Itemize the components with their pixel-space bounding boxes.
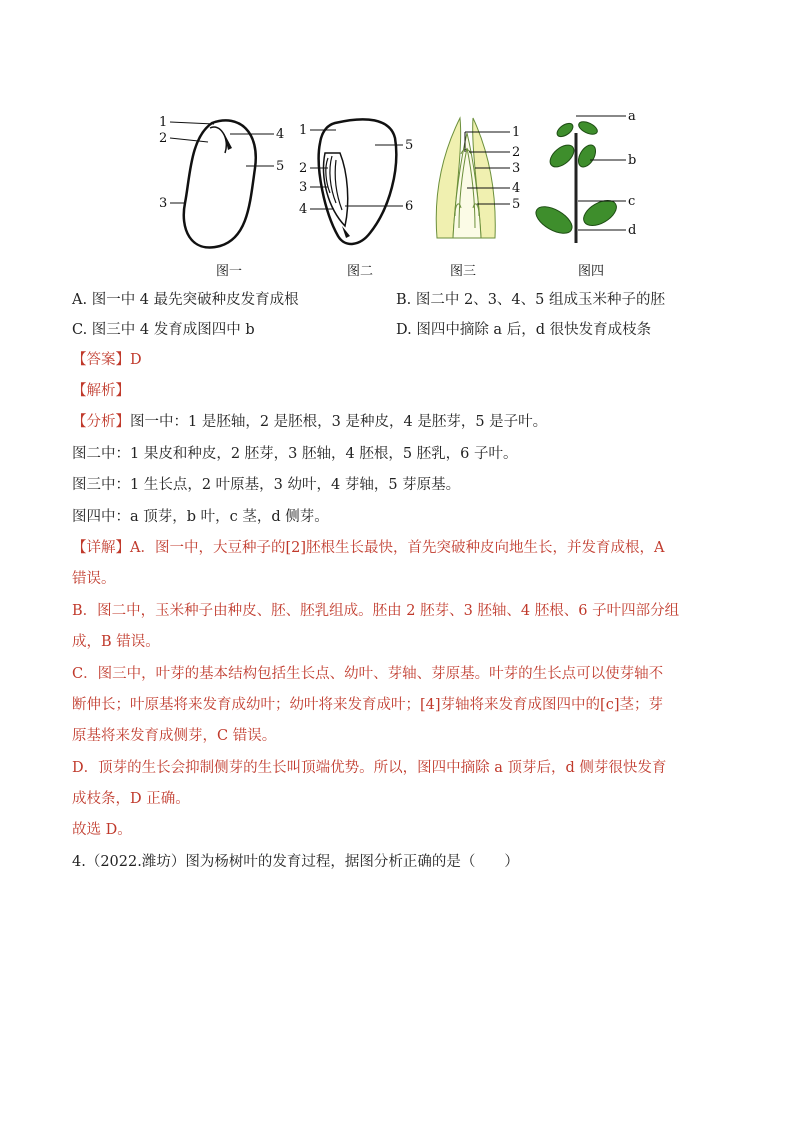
fig3-label-4: 4 [512,181,521,196]
detail-line-c3: 原基将来发育成侧芽，C 错误。 [72,728,277,744]
option-c: C. 图三中 4 发育成图四中 b [72,322,255,338]
figure-4-branch [530,108,660,258]
fig2-label-4: 4 [299,202,308,217]
fenxi-line-1 [72,412,547,432]
fig3-label-3: 3 [512,161,521,176]
option-b: B. 图二中 2、3、4、5 组成玉米种子的胚 [396,292,665,308]
detail-line-a2: 错误。 [72,571,116,587]
analysis-tag: 【解析】 [72,383,130,399]
answer-tag: 【答案】 [72,352,130,368]
fig2-label-5: 5 [405,138,414,153]
fig1-label-2: 2 [159,131,168,146]
fenxi-line-2: 图二中：1 果皮和种皮，2 胚芽，3 胚轴，4 胚根，5 胚乳，6 子叶。 [72,446,518,462]
detail-line-b2: 成，B 错误。 [72,634,160,650]
detail-end: 故选 D。 [72,822,132,838]
detail-line-c2: 断伸长；叶原基将来发育成幼叶；幼叶将来发育成叶；[4]芽轴将来发育成图四中的[c]茎；芽 [72,697,663,713]
fig1-label-5: 5 [276,159,285,174]
fig4-label-b: b [628,153,637,168]
fig1-caption: 图一 [216,264,243,279]
fig2-label-6: 6 [405,199,414,214]
fig2-caption: 图二 [347,264,374,279]
answer-value: D [130,352,142,368]
fig1-label-4: 4 [276,127,285,142]
figure-3-leaf-bud [425,108,545,258]
fenxi-tag: 【分析】 [72,414,130,430]
detail-line-c1: C．图三中，叶芽的基本结构包括生长点、幼叶、芽轴、芽原基。叶芽的生长点可以使芽轴不 [72,666,664,682]
next-question: 4.（2022.潍坊）图为杨树叶的发育过程，据图分析正确的是（ ） [72,854,519,870]
fig1-label-3: 3 [159,196,168,211]
fig3-label-2: 2 [512,145,521,160]
fig4-label-c: c [628,194,636,209]
fenxi-line-4: 图四中：a 顶芽，b 叶，c 茎，d 侧芽。 [72,509,329,525]
detail-tag: 【详解】 [72,540,130,556]
option-d: D. 图四中摘除 a 后，d 很快发育成枝条 [396,322,652,338]
fig4-caption: 图四 [578,264,605,279]
fenxi-text-1: 图一中：1 是胚轴，2 是胚根，3 是种皮，4 是胚芽，5 是子叶。 [130,414,548,430]
figure-strip [150,108,650,278]
answer-line [72,350,142,370]
fig2-label-3: 3 [299,180,308,195]
detail-line-a1 [72,538,664,558]
fig2-label-1: 1 [299,123,308,138]
fig2-label-2: 2 [299,161,308,176]
fig3-caption: 图三 [450,264,477,279]
detail-line-d2: 成枝条，D 正确。 [72,791,190,807]
figure-2-corn-seed [290,108,430,258]
detail-text-a1: A．图一中，大豆种子的[2]胚根生长最快，首先突破种皮向地生长，并发育成根，A [130,540,665,556]
detail-line-b1: B．图二中，玉米种子由种皮、胚、胚乳组成。胚由 2 胚芽、3 胚轴、4 胚根、6 子叶四部分组 [72,603,680,619]
fig3-label-5: 5 [512,197,521,212]
option-a: A. 图一中 4 最先突破种皮发育成根 [72,292,299,308]
detail-line-d1: D．顶芽的生长会抑制侧芽的生长叫顶端优势。所以，图四中摘除 a 顶芽后，d 侧芽很快发育 [72,760,667,776]
fenxi-line-3: 图三中：1 生长点，2 叶原基，3 幼叶，4 芽轴，5 芽原基。 [72,477,461,493]
fig4-label-a: a [628,109,636,124]
fig1-label-1: 1 [159,115,168,130]
fig4-label-d: d [628,223,637,238]
fig3-label-1: 1 [512,125,521,140]
figure-1-bean-seed [150,108,300,258]
